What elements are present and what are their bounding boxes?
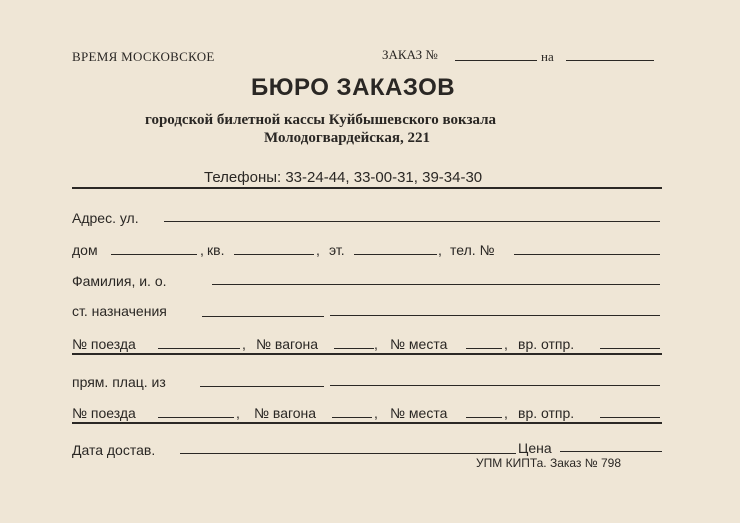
order-date-line	[566, 60, 654, 61]
departure-time-line	[600, 348, 660, 349]
price-label: Цена	[518, 440, 552, 456]
header-divider	[72, 187, 662, 189]
comma: ,	[504, 336, 508, 352]
departure-time-label: вр. отпр.	[518, 336, 575, 352]
order-date-label: на	[541, 49, 554, 64]
address-line	[164, 221, 660, 222]
comma: ,	[242, 336, 246, 352]
car-number-line	[334, 348, 374, 349]
phone-line	[514, 254, 660, 255]
comma: ,	[438, 242, 442, 258]
seat-number-label: № места	[390, 405, 448, 421]
car-number-line	[332, 417, 372, 418]
house-line	[111, 254, 197, 255]
train-number-line	[158, 417, 234, 418]
train-number-label: № поезда	[72, 336, 136, 352]
departure-time-line	[600, 417, 660, 418]
apartment-line	[234, 254, 314, 255]
destination-line-b	[330, 315, 660, 316]
delivery-date-label: Дата достав.	[72, 442, 156, 458]
floor-line	[354, 254, 437, 255]
form-subtitle-address: Молодогвардейская, 221	[264, 130, 430, 146]
train-number-label: № поезда	[72, 405, 136, 421]
address-label: Адрес. ул.	[72, 210, 139, 226]
seat-number-line	[466, 417, 502, 418]
car-number-label: № вагона	[254, 405, 317, 421]
print-mark: УПМ КИПТа. Заказ № 798	[476, 456, 621, 470]
phones-line: Телефоны: 33-24-44, 33-00-31, 39-34-30	[204, 169, 483, 186]
price-line	[560, 451, 662, 452]
direct-seat-label: прям. плац. из	[72, 374, 166, 390]
departure-time-label: вр. отпр.	[518, 405, 575, 421]
train-section-divider	[72, 353, 662, 355]
comma: ,	[374, 336, 378, 352]
form-subtitle-office: городской билетной кассы Куйбышевского вокзала	[145, 112, 497, 128]
destination-label: ст. назначения	[72, 303, 167, 319]
comma: ,	[316, 242, 320, 258]
destination-line-a	[202, 316, 324, 317]
moscow-time-label: ВРЕМЯ МОСКОВСКОЕ	[72, 49, 215, 64]
train-section-divider	[72, 422, 662, 424]
comma: ,	[504, 405, 508, 421]
surname-label: Фамилия, и. о.	[72, 273, 167, 289]
car-number-label: № вагона	[256, 336, 319, 352]
form-title: БЮРО ЗАКАЗОВ	[251, 74, 456, 101]
comma: ,	[236, 405, 240, 421]
train-number-line	[158, 348, 240, 349]
floor-label: эт.	[329, 242, 345, 258]
surname-line	[212, 284, 660, 285]
order-number-label: ЗАКАЗ №	[382, 47, 438, 62]
apartment-label: кв.	[207, 242, 225, 258]
comma: ,	[200, 242, 204, 258]
delivery-date-line	[180, 453, 516, 454]
seat-number-line	[466, 348, 502, 349]
house-label: дом	[72, 242, 98, 258]
order-number-line	[455, 60, 537, 61]
direct-seat-line-a	[200, 386, 324, 387]
seat-number-label: № места	[390, 336, 448, 352]
direct-seat-line-b	[330, 385, 660, 386]
comma: ,	[374, 405, 378, 421]
phone-label: тел. №	[450, 242, 495, 258]
